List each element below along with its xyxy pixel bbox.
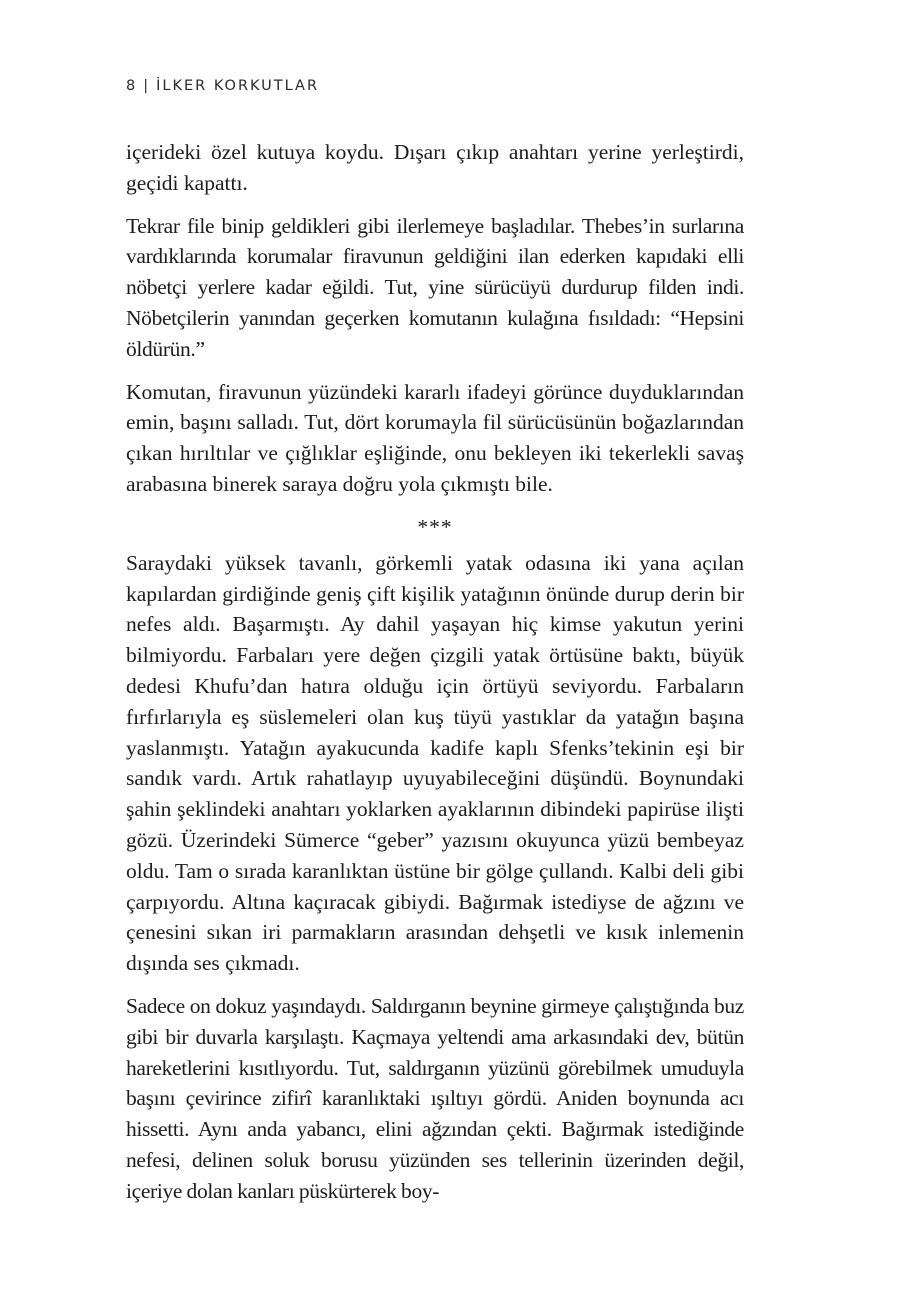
- paragraph: içerideki özel kutuya koydu. Dışarı çıkıp anahtarı yerine yerleştirdi, geçidi kapattı.: [126, 140, 744, 195]
- paragraph: Komutan, firavunun yüzündeki kararlı ifadeyi görünce duyduklarından emin, başını salladı. Tut, dört korumayla fil sürücüsünün boğazlarından çıkan hırıltılar ve çığlıklar eşliğinde, onu bekleyen iki tekerlekli savaş arabasına binerek saraya doğru yola çıkmıştı bile.: [126, 379, 744, 496]
- body-text: [126, 137, 744, 1219]
- author-name: İLKER KORKUTLAR: [156, 78, 320, 94]
- page-number: 8: [126, 78, 138, 94]
- paragraph: Tekrar file binip geldikleri gibi ilerlemeye başladılar. Thebes’in surlarına vardıklarında korumalar firavunun geldiğini ilan ederken kapıdaki elli nöbetçi yerlere kadar eğildi. Tut, yine sürücüyü durdurup filden indi. Nöbetçilerin yanından geçerken komutanın kulağına fısıldadı: “Hepsini öldürün.”: [126, 213, 744, 361]
- book-page: [126, 0, 744, 1300]
- section-break: ***: [417, 514, 453, 539]
- running-header: [126, 78, 319, 94]
- paragraph: Saraydaki yüksek tavanlı, görkemli yatak odasına iki yana açılan kapılardan girdiğinde geniş çift kişilik yatağının önünde durup derin bir nefes aldı. Başarmıştı. Ay dahil yaşayan hiç kimse yakutun yerini bilmiyordu. Farbaları yere değen çizgili yatak örtüsüne baktı, büyük dedesi Khufu’dan hatıra olduğu için örtüyü seviyordu. Farbaların fırfırlarıyla eş süslemeleri olan kuş tüyü yastıklar da yatağın başına yaslanmıştı. Yatağın ayakucunda kadife kaplı Sfenks’tekinin eşi bir sandık vardı. Artık rahatlayıp uyuyabileceğini düşündü. Boynundaki şahin şeklindeki anahtarı yoklarken ayaklarının dibindeki papirüse ilişti gözü. Üzerindeki Sümerce “geber” yazısını okuyunca yüzü bembeyaz oldu. Tam o sırada karanlıktan üstüne bir gölge çullandı. Kalbi deli gibi çarpıyordu. Altına kaçıracak gibiydi. Bağırmak istediyse de ağzını ve çenesini sıkan iri parmakların arasından dehşetli ve kısık inlemenin dışında ses çıkmadı.: [126, 550, 744, 976]
- paragraph: Sadece on dokuz yaşındaydı. Saldırganın beynine girmeye çalıştığında buz gibi bir duvarla karşılaştı. Kaçmaya yeltendi ama arkasındaki dev, bütün hareketlerini kısıtlıyordu. Tut, saldırganın yüzünü görebilmek umuduyla başını çevirince zifirî karanlıktaki ışıltıyı gördü. Aniden boynunda acı hissetti. Aynı anda yabancı, elini ağzından çekti. Bağırmak istediğinde nefesi, delinen soluk borusu yüzünden ses tellerinin üzerinden değil, içeriye dolan kanları püskürterek boy-: [126, 993, 744, 1203]
- header-separator: |: [143, 78, 151, 94]
